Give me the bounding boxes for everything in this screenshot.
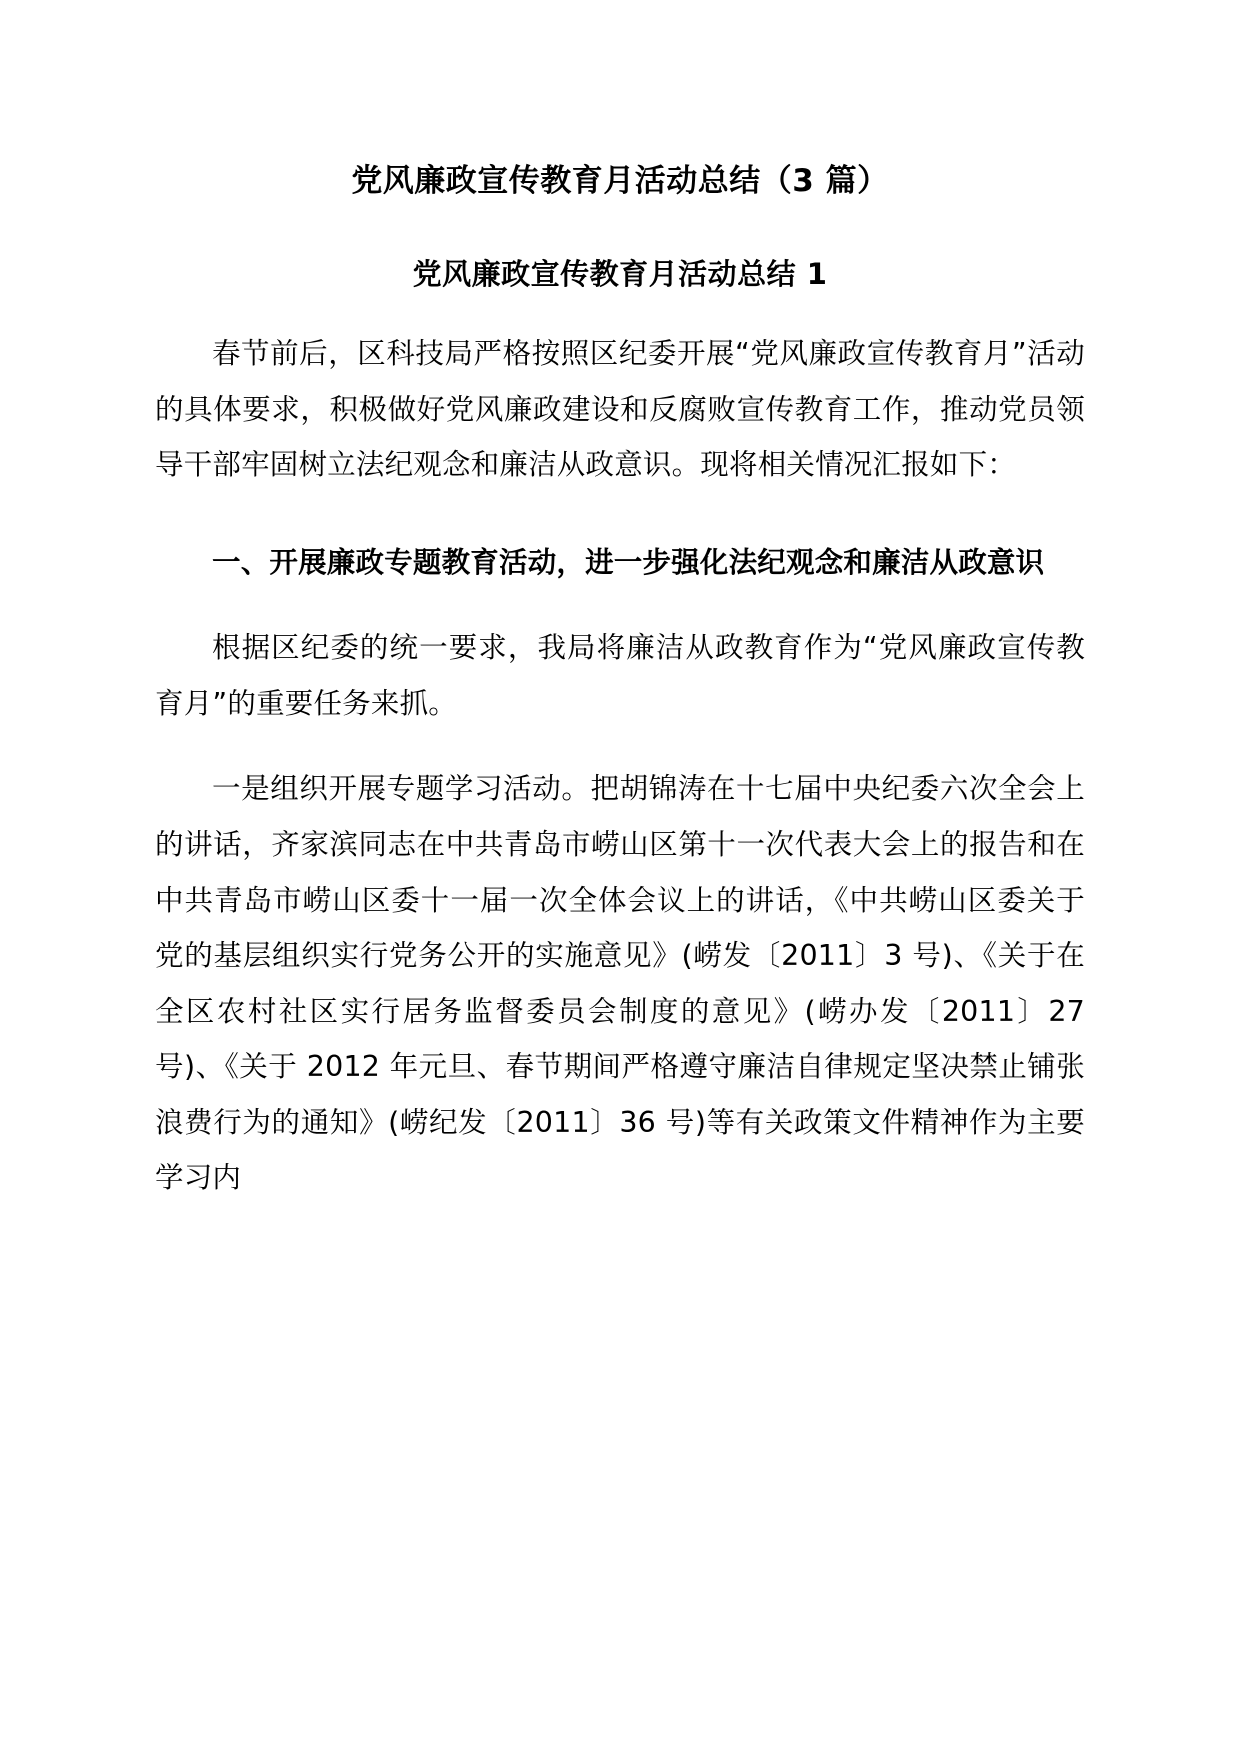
body-paragraph-2: 根据区纪委的统一要求，我局将廉洁从政教育作为“党风廉政宣传教育月”的重要任务来抓。 (155, 631, 1085, 720)
document-subtitle: 党风廉政宣传教育月活动总结 1 (412, 256, 828, 291)
body-paragraph-1: 春节前后，区科技局严格按照区纪委开展“党风廉政宣传教育月”活动的具体要求，积极做好党风廉政建设和反腐败宣传教育工作，推动党员领导干部牢固树立法纪观念和廉洁从政意识。现将相关情况汇报如下： (155, 337, 1085, 482)
page-title: 党风廉政宣传教育月活动总结（3 篇） (351, 163, 889, 199)
section-heading-1: 一、开展廉政专题教育活动，进一步强化法纪观念和廉洁从政意识 (212, 545, 1045, 579)
body-paragraph-3: 一是组织开展专题学习活动。把胡锦涛在十七届中央纪委六次全会上的讲话，齐家滨同志在中共青岛市崂山区第十一次代表大会上的报告和在中共青岛市崂山区委十一届一次全体会议上的讲话，《中共崂山区委关于党的基层组织实行党务公开的实施意见》(崂发〔2011〕3 号)、《关于在全区农村社区实行居务监督委员会制度的意见》(崂办发〔2011〕27 号)、《关于 2012 年元旦、春节期间严格遵守廉洁自律规定坚决禁止铺张浪费行为的通知》(崂纪发〔2011〕36 号)等有关政策文件精神作为主要学习内 (155, 772, 1085, 1195)
